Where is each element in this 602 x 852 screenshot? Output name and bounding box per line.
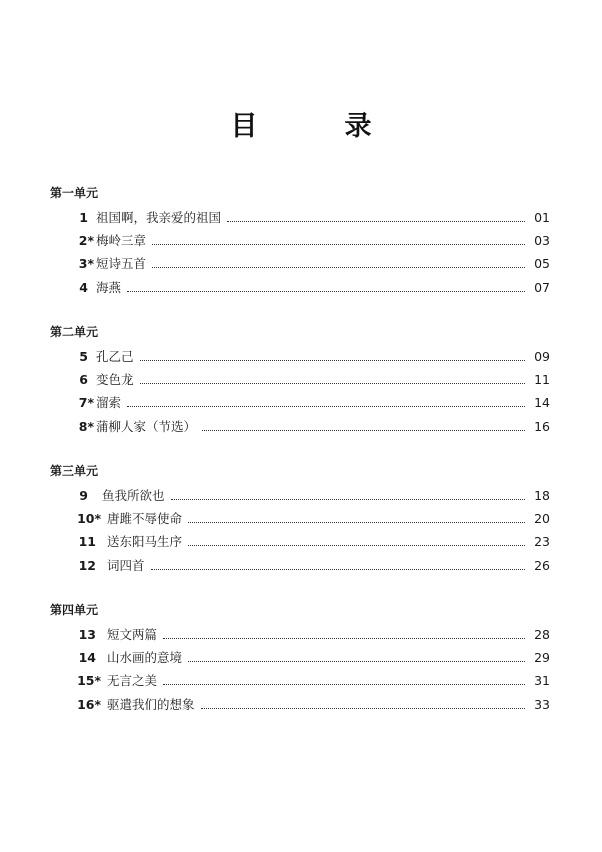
toc-entry[interactable] [50,507,550,530]
dot-leader [163,638,525,639]
unit-2 [50,323,550,438]
entry-title: 孔乙己 [96,349,134,365]
entry-page: 20 [534,511,550,527]
unit-title: 第三单元 [50,464,99,478]
toc-entry[interactable] [50,415,550,438]
entry-number: 5 [79,349,88,365]
toc-entry[interactable] [50,368,550,391]
entry-page: 23 [534,534,550,550]
entry-number: 3* [78,256,94,272]
entry-page: 16 [534,418,550,434]
unit-4 [50,601,550,716]
dot-leader [201,708,525,709]
dot-leader [127,291,525,292]
unit-title: 第一单元 [50,186,99,200]
dot-leader [127,406,525,407]
dot-leader [188,522,525,523]
toc-entry[interactable] [50,206,550,229]
entry-page: 18 [534,488,550,504]
toc-entry[interactable] [50,252,550,275]
entry-title: 祖国啊，我亲爱的祖国 [96,210,222,226]
entry-page: 14 [534,395,550,411]
dot-leader [152,244,525,245]
toc-entry[interactable] [50,646,550,669]
unit-title: 第四单元 [50,603,99,617]
dot-leader [227,221,525,222]
unit-3 [50,462,550,577]
entry-title: 鱼我所欲也 [102,488,165,504]
dot-leader [202,430,525,431]
entry-page: 03 [534,233,550,249]
entry-title: 短文两篇 [107,627,158,643]
toc-entry[interactable] [50,484,550,507]
toc-entry[interactable] [50,530,550,553]
entry-title: 驱遣我们的想象 [107,696,195,712]
entry-number: 1 [79,210,88,226]
entry-title: 蒲柳人家（节选） [96,418,197,434]
entry-title: 送东阳马生序 [107,534,183,550]
dot-leader [140,360,525,361]
toc-entry[interactable] [50,554,550,577]
entry-number: 15* [77,673,101,689]
dot-leader [171,499,525,500]
unit-title: 第二单元 [50,325,99,339]
toc-entry[interactable] [50,693,550,716]
entry-number: 2* [78,233,94,249]
toc-entry[interactable] [50,276,550,299]
unit-1 [50,184,550,299]
entry-number: 7* [78,395,94,411]
entry-page: 09 [534,349,550,365]
entry-number: 12 [78,557,96,573]
page-title: 目 录 [230,111,402,142]
toc-entry[interactable] [50,345,550,368]
entry-page: 31 [534,673,550,689]
entry-page: 01 [534,210,550,226]
dot-leader [188,545,525,546]
entry-title: 溜索 [96,395,122,411]
entry-title: 短诗五首 [96,256,147,272]
entry-number: 6 [79,372,88,388]
dot-leader [163,684,525,685]
entry-title: 变色龙 [96,372,134,388]
entry-number: 9 [79,488,88,504]
entry-page: 11 [534,372,550,388]
entry-title: 梅岭三章 [96,233,147,249]
dot-leader [188,661,525,662]
entry-page: 28 [534,627,550,643]
entry-number: 14 [78,650,96,666]
entry-number: 8* [78,418,94,434]
dot-leader [151,569,525,570]
entry-page: 29 [534,650,550,666]
entry-title: 山水画的意境 [107,650,183,666]
toc-entry[interactable] [50,391,550,414]
entry-number: 13 [78,627,96,643]
entry-number: 11 [78,534,96,550]
entry-page: 05 [534,256,550,272]
entry-page: 07 [534,279,550,295]
entry-title: 词四首 [107,557,145,573]
entry-title: 无言之美 [107,673,158,689]
toc-entry[interactable] [50,623,550,646]
entry-page: 26 [534,557,550,573]
toc-entry[interactable] [50,229,550,252]
entry-number: 4 [79,279,88,295]
entry-number: 10* [77,511,101,527]
dot-leader [152,267,525,268]
dot-leader [140,383,525,384]
entry-title: 唐雎不辱使命 [107,511,183,527]
entry-page: 33 [534,696,550,712]
toc-entry[interactable] [50,669,550,692]
entry-number: 16* [77,696,101,712]
entry-title: 海燕 [96,279,122,295]
